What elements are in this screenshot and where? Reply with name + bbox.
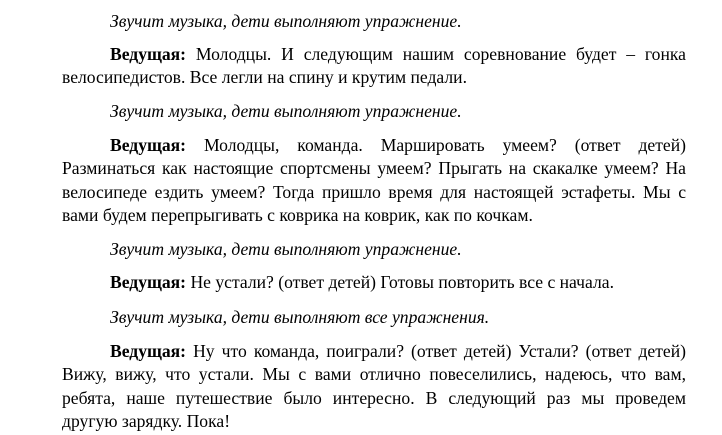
speech-paragraph-2: [62, 134, 686, 227]
speaker-label: Ведущая:: [110, 272, 187, 292]
stage-direction-text: Звучит музыка, дети выполняют упражнение.: [110, 101, 462, 121]
speaker-label: Ведущая:: [110, 44, 187, 64]
stage-direction-4: [62, 306, 686, 329]
speech-text: Молодцы, команда. Маршировать умеем? (ответ детей) Разминаться как настоящие спортсмены умеем? Прыгать на скакалке умеем? На велосипеде ездить умеем? Тогда пришло время для настоящей эстафеты. Мы с вами будем перепрыгивать с коврика на коврик, как по кочкам.: [62, 135, 686, 225]
speaker-label: Ведущая:: [110, 341, 187, 361]
stage-direction-2: [62, 100, 686, 123]
speech-text: Молодцы. И следующим нашим соревнование будет – гонка велосипедистов. Все легли на спину и крутим педали.: [62, 44, 686, 88]
speaker-label: Ведущая:: [110, 135, 187, 155]
speech-text: Ну что команда, поиграли? (ответ детей) Устали? (ответ детей) Вижу, вижу, что устали. Мы с вами отлично повеселились, надеюсь, что вам, ребята, наше путешествие было интересно. В следующий раз мы проведем другую зарядку. Пока!: [62, 341, 686, 431]
stage-direction-text: Звучит музыка, дети выполняют все упражнения.: [110, 307, 490, 327]
speech-text: Не устали? (ответ детей) Готовы повторить все с начала.: [186, 272, 614, 292]
speech-paragraph-1: [62, 43, 686, 90]
stage-direction-1: [62, 10, 686, 33]
speech-paragraph-3: [62, 271, 686, 294]
stage-direction-text: Звучит музыка, дети выполняют упражнение.: [110, 239, 462, 259]
speech-paragraph-4: [62, 340, 686, 433]
stage-direction-text: Звучит музыка, дети выполняют упражнение.: [110, 11, 462, 31]
stage-direction-3: [62, 238, 686, 261]
